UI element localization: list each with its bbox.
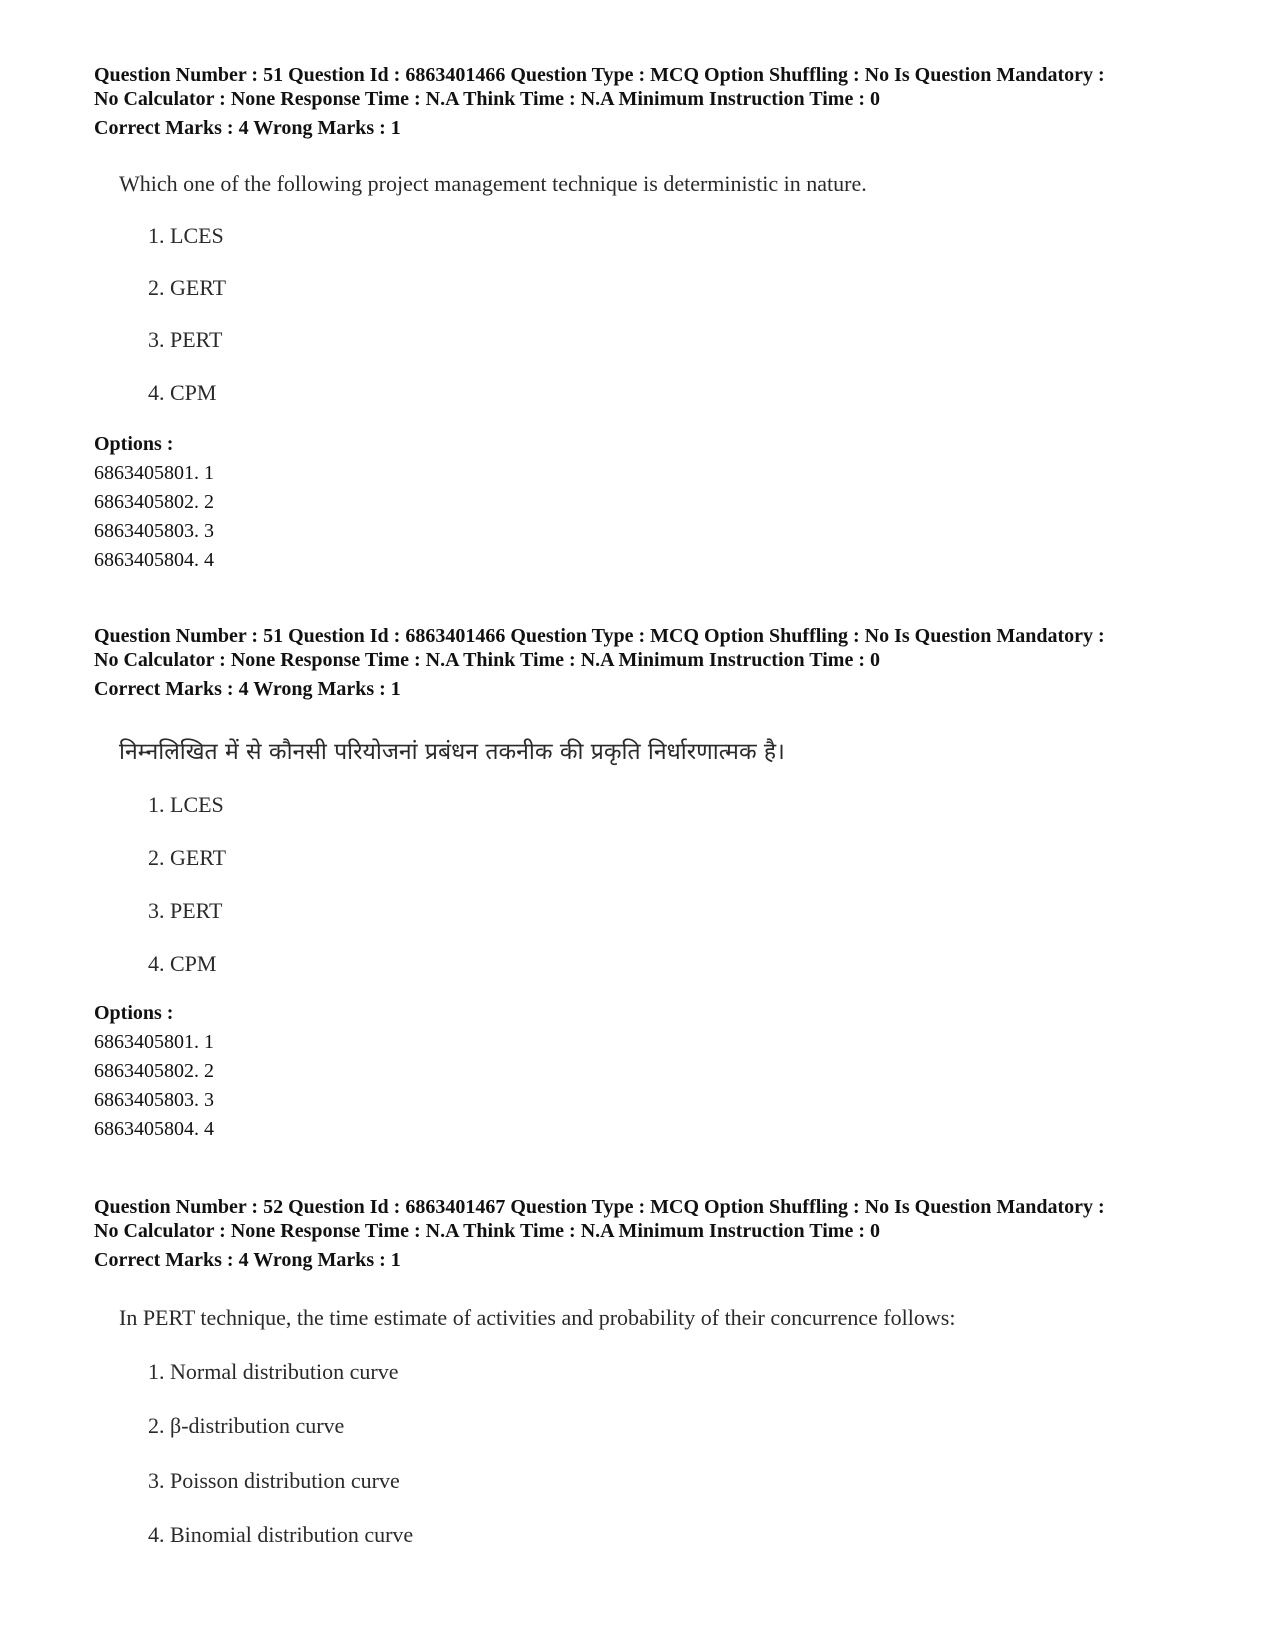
question-text: In PERT technique, the time estimate of activities and probability of their concurrence follows: <box>119 1305 956 1330</box>
answer-choice: 1. LCES <box>148 792 224 817</box>
answer-choice: 4. Binomial distribution curve <box>148 1522 414 1547</box>
option-item: 6863405803. 3 <box>94 520 214 542</box>
question-block <box>94 624 1204 701</box>
answer-choice: 1. LCES <box>148 223 224 248</box>
answer-choice: 3. PERT <box>148 327 223 352</box>
question-meta-line: Question Number : 51 Question Id : 6863401466 Question Type : MCQ Option Shuffling : No Is Question Mandatory : <box>94 625 1105 647</box>
answer-choice: 4. CPM <box>148 951 217 976</box>
marks-line: Correct Marks : 4 Wrong Marks : 1 <box>94 1249 401 1271</box>
options-list <box>94 432 1204 572</box>
answer-choice: 1. Normal distribution curve <box>148 1359 399 1384</box>
answer-choice: 2. GERT <box>148 845 227 870</box>
option-item: 6863405804. 4 <box>94 1118 214 1140</box>
options-list <box>94 1001 1204 1141</box>
question-meta-line: No Calculator : None Response Time : N.A Think Time : N.A Minimum Instruction Time : 0 <box>94 649 880 671</box>
question-block <box>94 1195 1204 1272</box>
question-meta-line: No Calculator : None Response Time : N.A Think Time : N.A Minimum Instruction Time : 0 <box>94 88 880 110</box>
question-block <box>94 63 1204 140</box>
option-item: 6863405802. 2 <box>94 491 214 513</box>
option-item: 6863405804. 4 <box>94 549 214 571</box>
answer-choice: 3. PERT <box>148 898 223 923</box>
option-item: 6863405801. 1 <box>94 462 214 484</box>
option-item: 6863405801. 1 <box>94 1031 214 1053</box>
marks-line: Correct Marks : 4 Wrong Marks : 1 <box>94 117 401 139</box>
question-meta-line: Question Number : 51 Question Id : 6863401466 Question Type : MCQ Option Shuffling : No Is Question Mandatory : <box>94 64 1105 86</box>
answer-choice: 2. GERT <box>148 275 227 300</box>
option-item: 6863405803. 3 <box>94 1089 214 1111</box>
question-meta-line: Question Number : 52 Question Id : 6863401467 Question Type : MCQ Option Shuffling : No Is Question Mandatory : <box>94 1196 1105 1218</box>
question-text: निम्नलिखित में से कौनसी परियोजनां प्रबंधन तकनीक की प्रकृति निर्धारणात्मक है। <box>119 739 785 765</box>
answer-choice: 4. CPM <box>148 380 217 405</box>
question-text: Which one of the following project management technique is deterministic in nature. <box>119 171 867 196</box>
options-heading: Options : <box>94 1002 174 1024</box>
answer-choice: 3. Poisson distribution curve <box>148 1468 400 1493</box>
answer-choice: 2. β-distribution curve <box>148 1413 345 1438</box>
question-meta-line: No Calculator : None Response Time : N.A Think Time : N.A Minimum Instruction Time : 0 <box>94 1220 880 1242</box>
options-heading: Options : <box>94 433 174 455</box>
option-item: 6863405802. 2 <box>94 1060 214 1082</box>
marks-line: Correct Marks : 4 Wrong Marks : 1 <box>94 678 401 700</box>
